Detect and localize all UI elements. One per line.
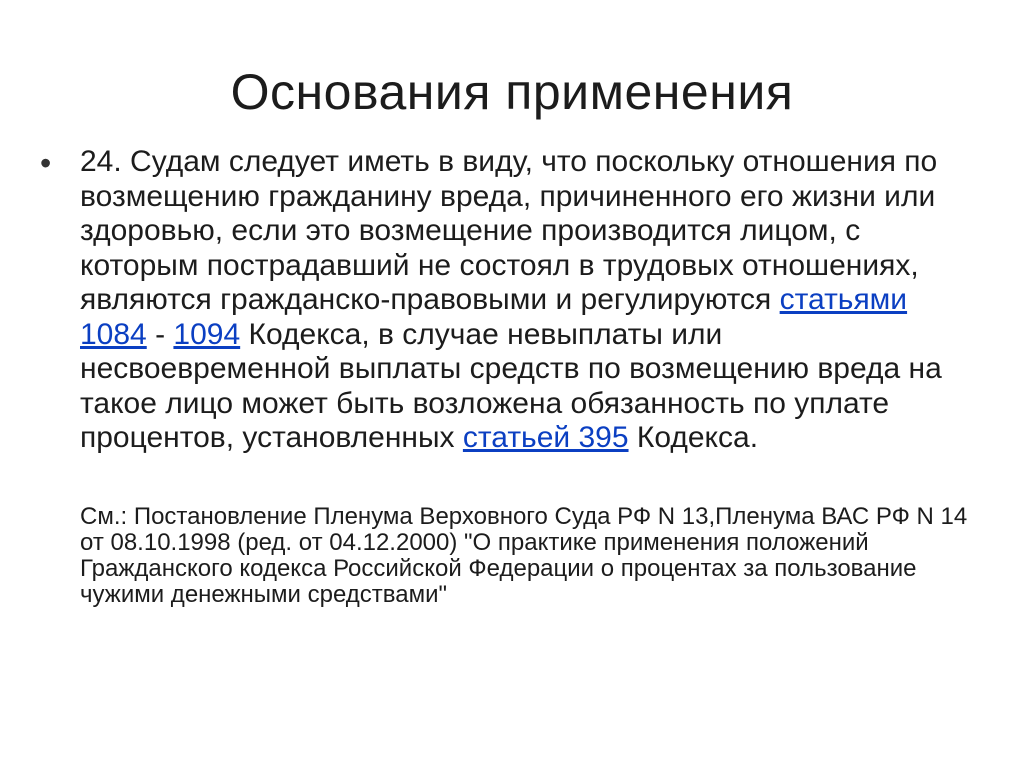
bullet-icon: • — [40, 145, 52, 181]
slide-content — [40, 145, 980, 608]
paragraph-dash: - — [146, 317, 174, 351]
link-article-395[interactable]: статьей 395 — [462, 421, 629, 454]
bullet-paragraph — [80, 145, 970, 456]
reference-note: См.: Постановление Пленума Верховного Суда РФ N 13,Пленума ВАС РФ N 14 от 08.10.1998 (ред. от 04.12.2000) "О практике применения положений Гражданского кодекса Российской Федерации о процентах за пользование чужими денежными средствами" — [80, 502, 968, 608]
link-articles-1084[interactable]: статьями 1084 — [80, 283, 908, 351]
link-article-1094[interactable]: 1094 — [173, 317, 241, 351]
bullet-item — [40, 145, 980, 456]
paragraph-middle: Кодекса, в случае невыплаты или несвоевременной выплаты средств по возмещению вреда на такое лицо может быть возложена обязанность по уплате процентов, установленных — [80, 317, 942, 454]
slide-title: Основания применения — [230, 64, 794, 120]
paragraph-intro: 24. Судам следует иметь в виду, что поскольку отношения по возмещению гражданину вреда, причиненного его жизни или здоровью, если это возмещение производится лицом, с которым пострадавший не состоял в трудовых отношениях, являются гражданско-правовыми и регулируются — [80, 145, 938, 316]
paragraph-ending: Кодекса. — [628, 421, 759, 454]
